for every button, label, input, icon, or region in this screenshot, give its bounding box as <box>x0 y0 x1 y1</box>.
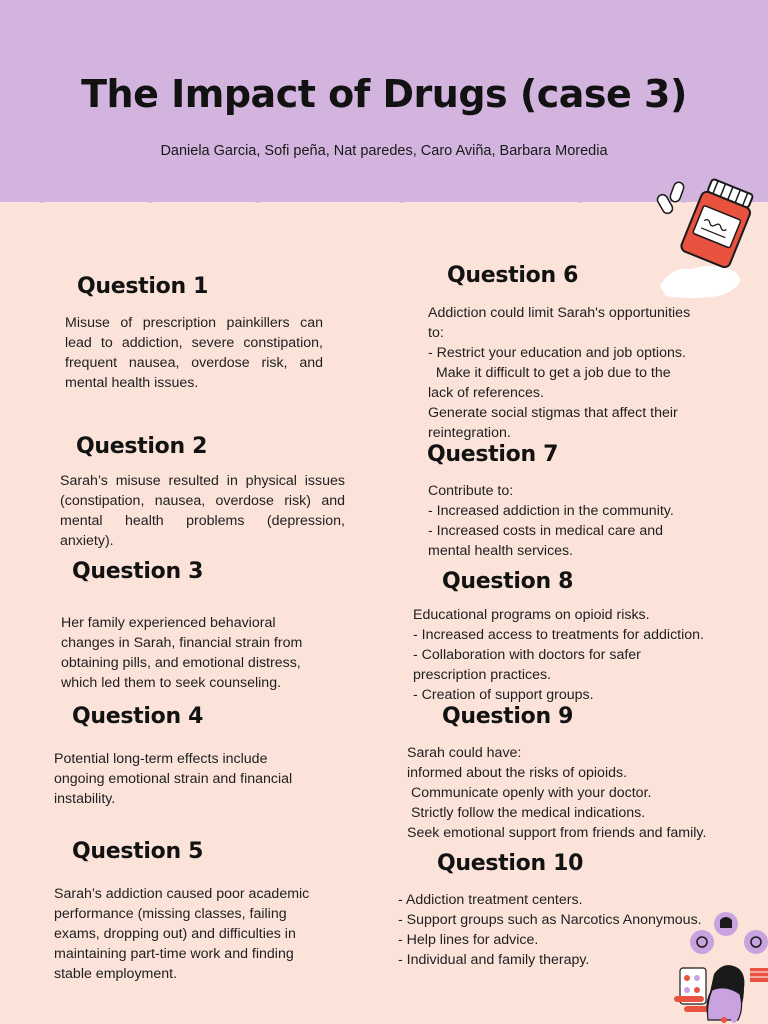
answer-line: - Individual and family therapy. <box>398 952 590 968</box>
answer-line: performance (missing classes, failing <box>54 906 287 922</box>
page-title: The Impact of Drugs (case 3) <box>81 72 687 116</box>
question-6-answer <box>428 303 738 443</box>
answer-line: stable employment. <box>54 966 178 982</box>
question-1-answer: Misuse of prescription painkillers can lead to addiction, severe constipation, frequent nausea, overdose risk, and mental health issues. <box>65 315 323 391</box>
answer-line: informed about the risks of opioids. <box>407 765 628 781</box>
answer-line: Seek emotional support from friends and family. <box>407 825 707 841</box>
question-1-title: Question 1 <box>77 274 209 299</box>
answer-line: exams, dropping out) and difficulties in <box>54 926 296 942</box>
answer-line: - Restrict your education and job options. <box>428 345 686 361</box>
answer-line: ongoing emotional strain and financial <box>54 771 293 787</box>
question-10-title: Question 10 <box>437 851 584 876</box>
question-9-answer <box>407 743 757 843</box>
question-9-title: Question 9 <box>442 704 574 729</box>
authors-line: Daniela Garcia, Sofi peña, Nat paredes, Caro Aviña, Barbara Moredia <box>160 143 608 159</box>
question-2-title: Question 2 <box>76 434 208 459</box>
answer-line: Communicate openly with your doctor. <box>407 785 652 801</box>
answer-line: - Support groups such as Narcotics Anonymous. <box>398 912 702 928</box>
answer-line: Potential long-term effects include <box>54 751 268 767</box>
question-2-answer: Sarah’s misuse resulted in physical issues (constipation, nausea, overdose risk) and mental health problems (depression, anxiety). <box>60 473 345 549</box>
question-4-title: Question 4 <box>72 704 204 729</box>
answer-line: mental health services. <box>428 543 574 559</box>
question-3-title: Question 3 <box>72 559 204 584</box>
question-8-title: Question 8 <box>442 569 574 594</box>
question-4-answer <box>54 749 344 809</box>
answer-line: Contribute to: <box>428 483 514 499</box>
answer-line: - Creation of support groups. <box>413 687 594 703</box>
answer-line: Sarah could have: <box>407 745 522 761</box>
answer-line: reintegration. <box>428 425 511 441</box>
answer-line: Generate social stigmas that affect their <box>428 405 678 421</box>
question-3-answer <box>61 613 351 693</box>
question-7-title: Question 7 <box>427 442 559 467</box>
answer-line: - Increased addiction in the community. <box>428 503 674 519</box>
pill-bottle-icon <box>652 168 762 308</box>
answer-line: lack of references. <box>428 385 544 401</box>
answer-line: - Help lines for advice. <box>398 932 539 948</box>
answer-line: instability. <box>54 791 116 807</box>
answer-line: Strictly follow the medical indications. <box>407 805 646 821</box>
answer-line: Addiction could limit Sarah's opportunities <box>428 305 691 321</box>
question-5-answer <box>54 884 354 984</box>
answer-line: changes in Sarah, financial strain from <box>61 635 303 651</box>
question-5-title: Question 5 <box>72 839 204 864</box>
answer-line: - Collaboration with doctors for safer <box>413 647 641 663</box>
answer-line: - Increased access to treatments for addiction. <box>413 627 704 643</box>
answer-line: which led them to seek counseling. <box>61 675 282 691</box>
answer-line: maintaining part-time work and finding <box>54 946 294 962</box>
answer-line: - Addiction treatment centers. <box>398 892 583 908</box>
answer-line: Her family experienced behavioral <box>61 615 276 631</box>
question-7-answer <box>428 481 738 561</box>
answer-line: - Increased costs in medical care and <box>428 523 663 539</box>
answer-line: to: <box>428 325 444 341</box>
answer-line: obtaining pills, and emotional distress, <box>61 655 301 671</box>
answer-line: Educational programs on opioid risks. <box>413 607 650 623</box>
answer-line: prescription practices. <box>413 667 551 683</box>
question-6-title: Question 6 <box>447 263 579 288</box>
question-8-answer <box>413 605 753 705</box>
answer-line: Sarah’s addiction caused poor academic <box>54 886 310 902</box>
answer-line: Make it difficult to get a job due to the <box>428 365 671 381</box>
support-group-illustration <box>664 912 768 1024</box>
